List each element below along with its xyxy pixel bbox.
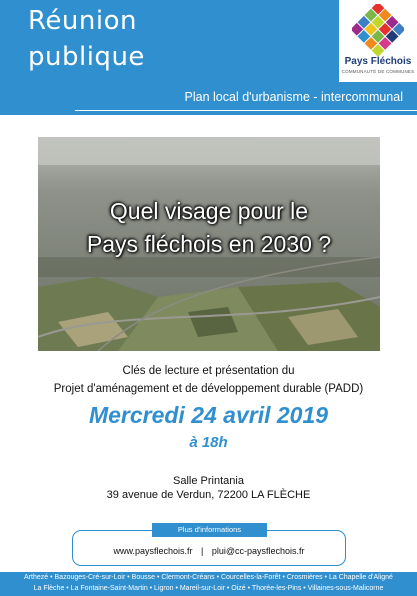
info-links <box>73 546 345 556</box>
venue-name: Salle Printania <box>173 475 244 487</box>
logo-name: Pays Fléchois <box>344 56 412 67</box>
info-separator: | <box>201 546 204 556</box>
event-time: à 18h <box>189 434 228 451</box>
footer-communes <box>0 572 417 596</box>
logo-tagline: COMMUNAUTÉ DE COMMUNES <box>341 69 415 74</box>
intro-line-2: Projet d'aménagement et de développement durable (PADD) <box>53 383 364 395</box>
title-line-1: Réunion <box>28 6 137 36</box>
footer-line-2: La Flèche • La Fontaine-Saint-Martin • Ligron • Mareil-sur-Loir • Oizé • Thorée-les-Pins • Villaines-sous-Malicorne <box>33 585 384 592</box>
intro-text <box>0 362 417 398</box>
intro-line-1: Clés de lecture et présentation du <box>122 365 295 377</box>
headline-line-1: Quel visage pour le <box>109 198 309 224</box>
website-link[interactable]: www.paysflechois.fr <box>113 546 193 556</box>
footer-line-1: Arthezé • Bazouges-Cré-sur-Loir • Bousse • Clermont-Créans • Courcelles-la-Forêt • Crosmières • La Chapelle d'Aligné <box>24 574 393 581</box>
headline-question <box>38 195 380 261</box>
subtitle-divider <box>75 110 417 111</box>
logo <box>339 0 417 82</box>
email-link[interactable]: plui@cc-paysflechois.fr <box>211 546 305 556</box>
venue-address: 39 avenue de Verdun, 72200 LA FLÈCHE <box>106 489 311 501</box>
subtitle: Plan local d'urbanisme - intercommunal <box>184 90 403 104</box>
headline-line-2: Pays fléchois en 2030 ? <box>86 231 332 257</box>
title-line-2: publique <box>28 42 145 72</box>
event-date: Mercredi 24 avril 2019 <box>88 402 329 428</box>
logo-mosaic-icon <box>352 4 404 56</box>
info-label: Plus d'informations <box>152 523 267 537</box>
header-banner <box>0 0 417 115</box>
info-box <box>72 525 346 566</box>
aerial-photo <box>38 137 380 351</box>
